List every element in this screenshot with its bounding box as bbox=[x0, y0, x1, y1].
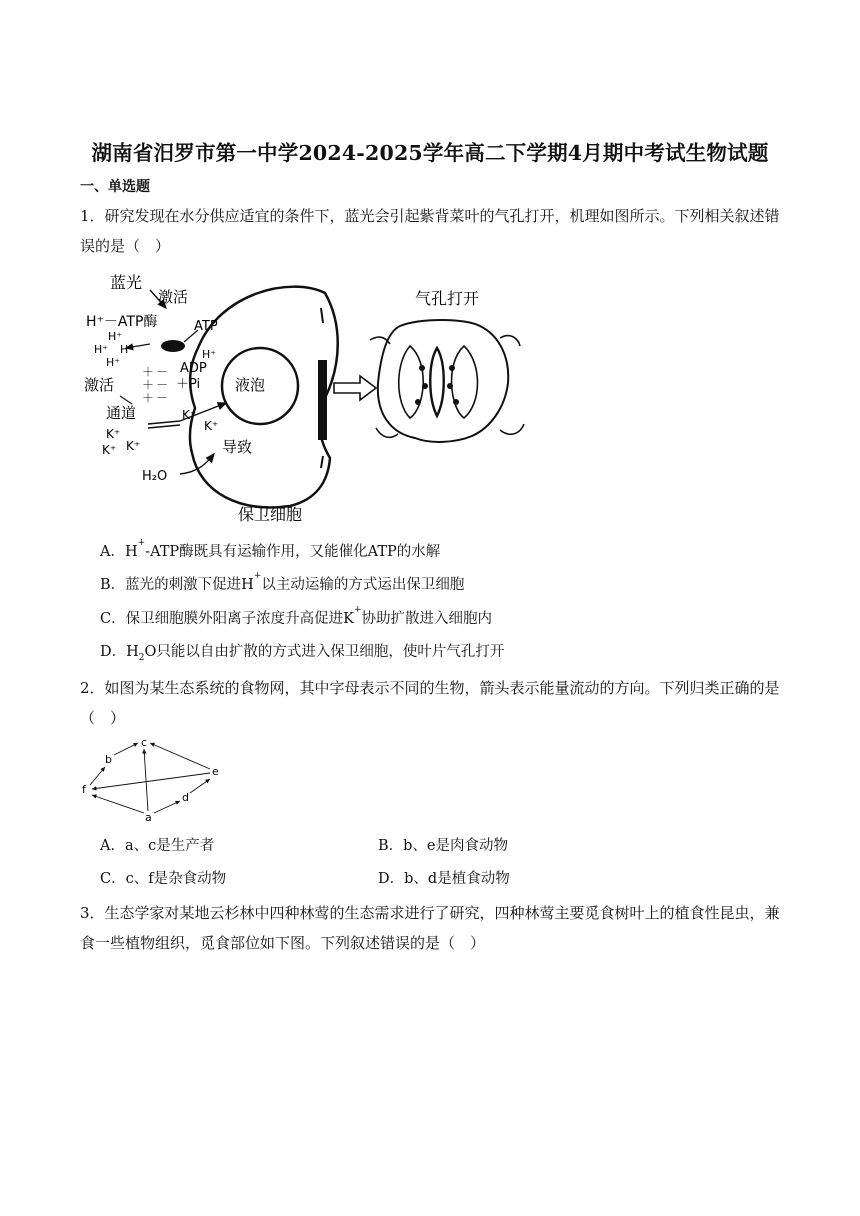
q1-option-b[interactable]: B．蓝光的刺激下促进H+以主动运输的方式运出保卫细胞 bbox=[100, 571, 465, 593]
h-ion: H⁺ bbox=[202, 348, 217, 361]
q2-option-d[interactable]: D．b、d是植食动物 bbox=[378, 871, 510, 887]
page-title: 湖南省汨罗市第一中学2024-2025学年高二下学期4月期中考试生物试题 bbox=[91, 141, 769, 165]
edge-e-f bbox=[92, 773, 210, 789]
pi-label: ＋Pi bbox=[176, 377, 201, 392]
k-ion: K⁺ bbox=[102, 443, 117, 457]
k-ion: K⁺ bbox=[182, 408, 197, 422]
guard-cell-label: 保卫细胞 bbox=[238, 505, 303, 524]
food-web-figure bbox=[78, 733, 228, 823]
section-heading: 一、单选题 bbox=[80, 179, 150, 195]
question-2-stem: 2．如图为某生态系统的食物网，其中字母表示不同的生物，箭头表示能量流动的方向。下列归类正确的是（ ） bbox=[80, 679, 780, 727]
charge-plus: ＋ bbox=[142, 391, 155, 405]
k-ion: K⁺ bbox=[126, 439, 141, 453]
q2-option-b[interactable]: B．b、e是肉食动物 bbox=[378, 838, 509, 854]
channel-label: 通道 bbox=[106, 404, 137, 422]
node-f: f bbox=[82, 783, 86, 796]
node-e: e bbox=[212, 765, 219, 778]
edge-e-c bbox=[150, 743, 210, 769]
charge-minus: － bbox=[156, 365, 169, 379]
h-ion: H⁺ bbox=[106, 356, 121, 369]
h-ion: H⁺ bbox=[108, 330, 123, 343]
transition-arrow-icon bbox=[334, 376, 376, 400]
charge-plus: ＋ bbox=[142, 365, 155, 379]
edge-a-c bbox=[144, 749, 148, 811]
q1-option-a[interactable]: A．H+-ATP酶既具有运输作用，又能催化ATP的水解 bbox=[100, 538, 441, 560]
adp-label: ADP bbox=[180, 361, 207, 376]
q2-option-a[interactable]: A．a、c是生产者 bbox=[100, 838, 215, 854]
activate-label-2: 激活 bbox=[84, 376, 115, 394]
edge-a-d bbox=[154, 801, 180, 813]
stomata-open-label: 气孔打开 bbox=[415, 289, 480, 308]
edge-b-c bbox=[114, 743, 138, 755]
q1-option-c[interactable]: C．保卫细胞膜外阳离子浓度升高促进K+协助扩散进入细胞内 bbox=[100, 605, 492, 627]
edge-f-b bbox=[90, 767, 105, 785]
stomata-mechanism-figure bbox=[80, 268, 540, 526]
atp-label: ATP bbox=[194, 319, 218, 334]
cell-wall-thickening bbox=[318, 360, 327, 440]
edge-a-f bbox=[92, 795, 144, 813]
node-b: b bbox=[105, 753, 112, 766]
charge-plus: ＋ bbox=[142, 378, 155, 392]
blue-light-label: 蓝光 bbox=[110, 273, 143, 292]
question-3-stem: 3．生态学家对某地云杉林中四种林莺的生态需求进行了研究，四种林莺主要觅食树叶上的植食性昆虫，兼食一些植物组织，觅食部位如下图。下列叙述错误的是（ ） bbox=[80, 904, 780, 952]
q1-option-d[interactable]: D．$H_2O$只能以自由扩散的方式进入保卫细胞，使叶片气孔打开 bbox=[100, 644, 505, 663]
vacuole-label: 液泡 bbox=[235, 376, 266, 394]
atpase-enzyme bbox=[161, 340, 185, 352]
node-d: d bbox=[182, 791, 189, 804]
water-label: H₂O bbox=[142, 469, 168, 484]
activate-label-1: 激活 bbox=[158, 288, 189, 306]
k-ion: K⁺ bbox=[204, 419, 219, 433]
edge-d-e bbox=[190, 779, 210, 793]
h-ion: H⁺ bbox=[120, 343, 135, 356]
charge-minus: － bbox=[156, 378, 169, 392]
node-c: c bbox=[141, 736, 148, 749]
enzyme-label: H⁺－ATP酶 bbox=[86, 314, 158, 330]
q2-option-c[interactable]: C．c、f是杂食动物 bbox=[100, 871, 227, 887]
k-ion: K⁺ bbox=[106, 427, 121, 441]
question-1-stem: 1．研究发现在水分供应适宜的条件下，蓝光会引起紫背菜叶的气孔打开，机理如图所示。下列相关叙述错误的是（ ） bbox=[80, 207, 780, 255]
node-a: a bbox=[145, 811, 152, 823]
h-ion: H⁺ bbox=[94, 343, 109, 356]
leads-to-label: 导致 bbox=[222, 438, 253, 456]
charge-minus: － bbox=[156, 391, 169, 405]
